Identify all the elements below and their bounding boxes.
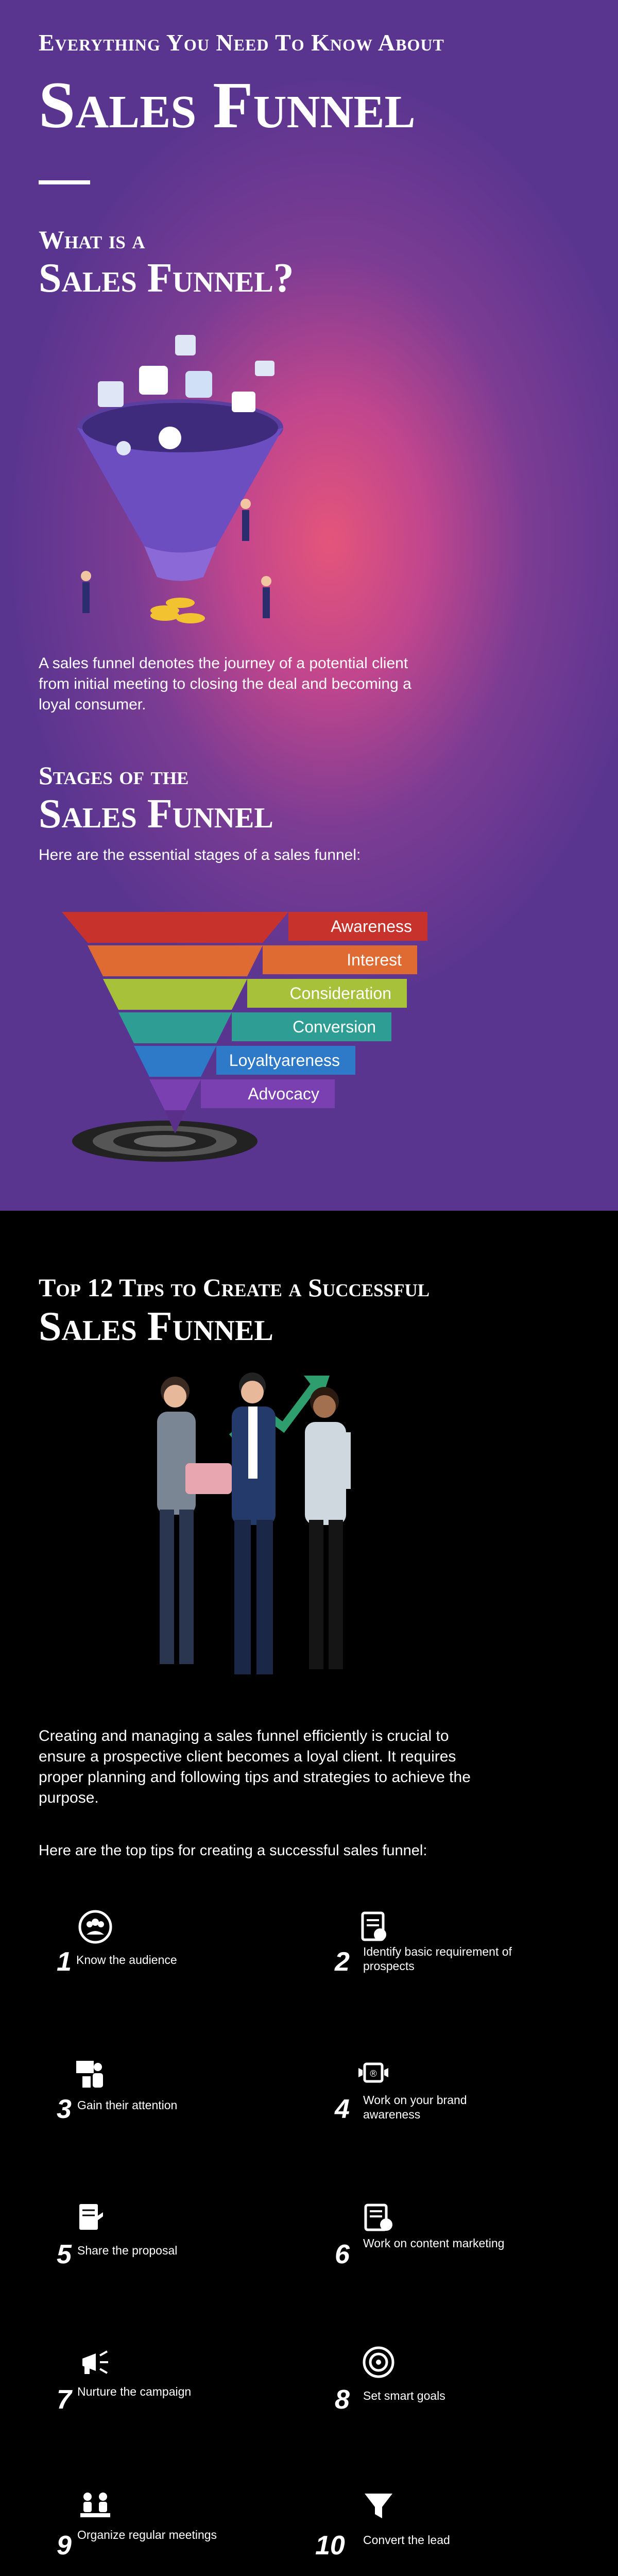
tip-text: Work on content marketing <box>363 2236 505 2250</box>
stage-loyaltyareness: Loyaltyareness <box>216 1046 355 1075</box>
tip-number: 6 <box>335 2240 350 2269</box>
hero-section <box>0 0 618 1211</box>
tips-heading-big: Sales Funnel <box>39 1304 273 1349</box>
tips-paragraph: Creating and managing a sales funnel efficiently is crucial to ensure a prospective client becomes a loyal client. It requires proper planning and following tips and strategies to achieve the purpose. <box>39 1727 471 1806</box>
stages-heading-big: Sales Funnel <box>39 791 273 837</box>
stage-advocacy: Advocacy <box>201 1079 335 1108</box>
stages-intro: Here are the essential stages of a sales funnel: <box>39 846 361 863</box>
stages-heading-small: Stages of the <box>39 761 189 790</box>
stage-awareness: Awareness <box>288 912 427 941</box>
tip-text: Know the audience <box>76 1953 177 1967</box>
tip-text: Organize regular meetings <box>77 2528 217 2541</box>
tip-text: Convert the lead <box>363 2533 450 2547</box>
tip-text: Work on your brand awareness <box>363 2093 467 2121</box>
tip-number: 9 <box>57 2531 72 2561</box>
tip-number: 7 <box>57 2385 72 2415</box>
tip-text: Identify basic requirement of prospects <box>363 1945 512 1973</box>
tip-number: 4 <box>335 2094 350 2124</box>
target-icon <box>360 2344 397 2380</box>
tip-text: Nurture the campaign <box>77 2385 192 2398</box>
tips-section <box>0 1211 618 2576</box>
tips-heading-small: Top 12 Tips to Create a Successful <box>39 1273 430 1302</box>
funnel-icon <box>360 2488 397 2524</box>
tip-number: 10 <box>315 2531 345 2561</box>
tip-number: 5 <box>57 2240 72 2269</box>
tip-text: Share the proposal <box>77 2244 178 2257</box>
content-icon <box>360 2200 397 2236</box>
tip-text: Set smart goals <box>363 2389 445 2402</box>
hero-title-big: Sales Funnel <box>39 69 416 142</box>
tip-number: 3 <box>57 2094 72 2124</box>
what-heading-big: Sales Funnel? <box>39 256 294 301</box>
tip-number: 2 <box>335 1947 350 1977</box>
stage-conversion: Conversion <box>232 1012 391 1041</box>
tip-number: 1 <box>57 1947 72 1977</box>
svg-text:®: ® <box>370 2069 377 2079</box>
stage-interest: Interest <box>263 945 417 974</box>
brand-icon <box>355 2056 391 2092</box>
team-illustration <box>139 1345 376 1695</box>
stage-consideration: Consideration <box>247 979 407 1008</box>
audience-icon <box>77 1909 113 1945</box>
checklist-icon <box>355 1909 391 1945</box>
tips-intro: Here are the top tips for creating a successful sales funnel: <box>39 1842 427 1859</box>
tip-text: Gain their attention <box>77 2098 178 2112</box>
tip-number: 8 <box>335 2385 350 2415</box>
what-paragraph: A sales funnel denotes the journey of a potential client from initial meeting to closing the deal and becoming a loyal consumer. <box>39 655 411 713</box>
presenter-icon <box>72 2056 108 2092</box>
hero-title-small: Everything You Need To Know About <box>39 29 444 56</box>
proposal-icon <box>72 2200 108 2236</box>
what-heading-small: What is a <box>39 225 145 254</box>
funnel-illustration <box>21 330 340 639</box>
meeting-icon <box>77 2488 113 2524</box>
megaphone-icon <box>77 2344 113 2380</box>
title-divider <box>39 180 90 184</box>
